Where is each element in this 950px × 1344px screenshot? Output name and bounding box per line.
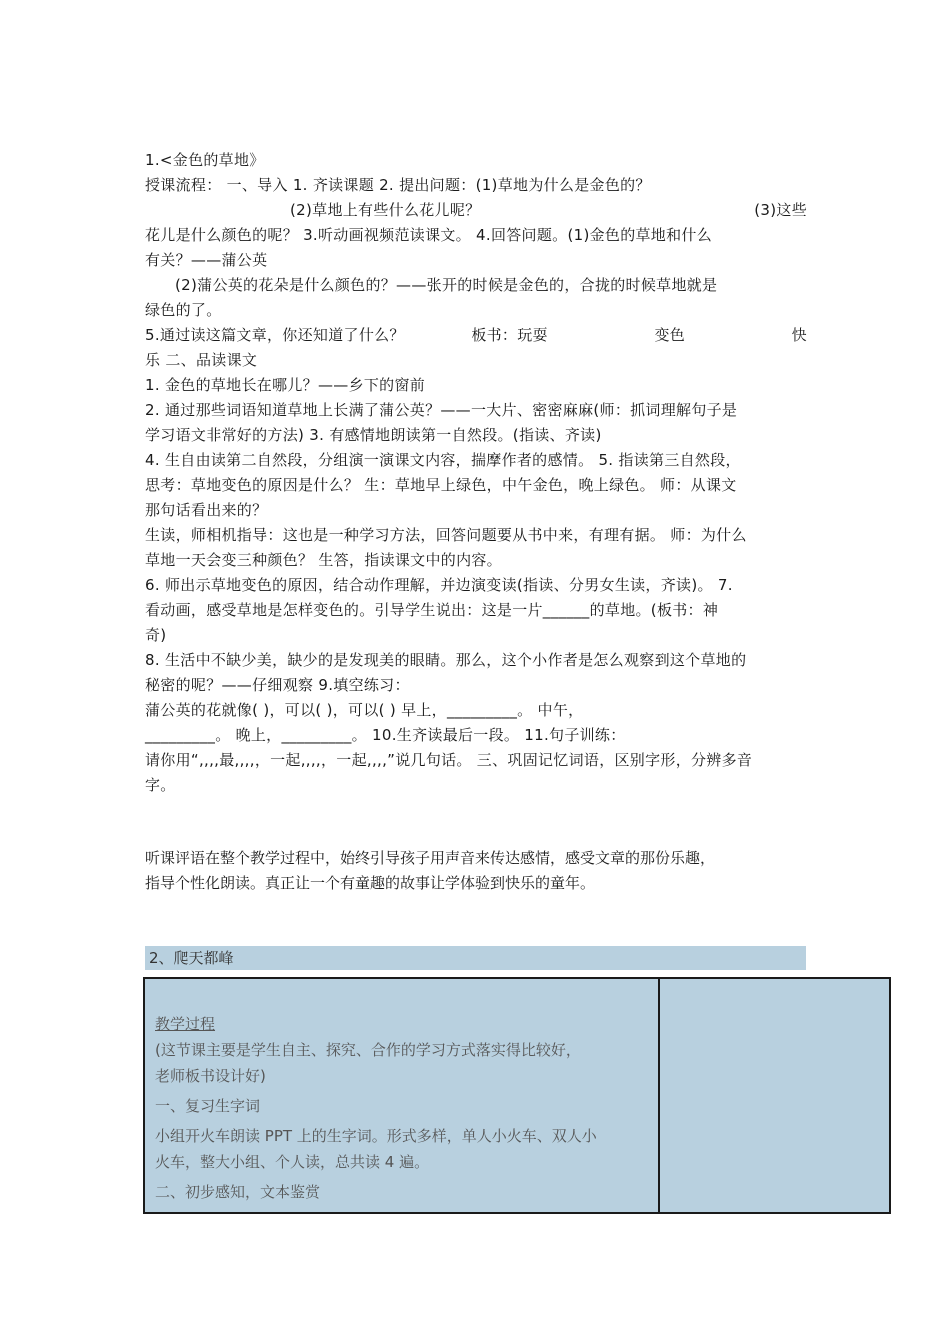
table-text: 小组开火车朗读 PPT 上的生字词。形式多样，单人小火车、双人小 bbox=[155, 1127, 597, 1145]
table-note: (这节课主要是学生自主、探究、合作的学习方式落实得比较好， bbox=[155, 1041, 581, 1059]
text-line: 4. 生自由读第二自然段，分组演一演课文内容，揣摩作者的感情。 5. 指读第三自然段， bbox=[145, 451, 741, 469]
text-line: 1. 金色的草地长在哪儿？——乡下的窗前 bbox=[145, 376, 426, 394]
text-line: 秘密的呢？——仔细观察 9.填空练习： bbox=[145, 676, 410, 694]
evaluation-comment bbox=[145, 846, 820, 896]
text-line: 2. 通过那些词语知道草地上长满了蒲公英？——一大片、密密麻麻(师：抓词理解句子是 bbox=[145, 401, 738, 419]
text-line: 乐 二、品读课文 bbox=[145, 351, 258, 369]
text-line: (2)草地上有些什么花儿呢？ (3)这些 bbox=[290, 201, 807, 219]
comment-line: 听课评语在整个教学过程中，始终引导孩子用声音来传达感情，感受文章的那份乐趣， bbox=[145, 849, 716, 867]
section-heading: 一、复习生字词 bbox=[155, 1097, 261, 1115]
text-line: 学习语文非常好的方法) 3. 有感情地朗读第一自然段。(指读、齐读) bbox=[145, 426, 602, 444]
table-cell-left bbox=[155, 1011, 655, 1205]
table-cell-divider bbox=[658, 979, 660, 1212]
text-line: 那句话看出来的？ bbox=[145, 501, 268, 519]
text-line: 草地一天会变三种颜色？ 生答，指读课文中的内容。 bbox=[145, 551, 502, 569]
section-heading: 二、初步感知，文本鉴赏 bbox=[155, 1183, 321, 1201]
lesson1-body bbox=[145, 148, 807, 798]
text-line: 思考：草地变色的原因是什么？ 生：草地早上绿色，中午金色，晚上绿色。 师：从课文 bbox=[145, 476, 737, 494]
comment-line: 指导个性化朗读。真正让一个有童趣的故事让学体验到快乐的童年。 bbox=[145, 874, 596, 892]
text-line: (2)蒲公英的花朵是什么颜色的？——张开的时候是金色的，合拢的时候草地就是 bbox=[175, 276, 718, 294]
text-line: 字。 bbox=[145, 776, 176, 794]
table-note: 老师板书设计好) bbox=[155, 1067, 266, 1085]
text-line: 6. 师出示草地变色的原因，结合动作理解，并边演变读(指读、分男女生读，齐读)。 7. bbox=[145, 576, 733, 594]
text-line: 生读，师相机指导：这也是一种学习方法，回答问题要从书中来，有理有据。 师：为什么 bbox=[145, 526, 747, 544]
text-line: 绿色的了。 bbox=[145, 301, 222, 319]
text-line: 5.通过读这篇文章，你还知道了什么？ 板书：玩耍 变色 快 bbox=[145, 326, 807, 344]
text-line: 看动画，感受草地是怎样变色的。引导学生说出：这是一片______的草地。(板书：神 bbox=[145, 601, 719, 619]
table-text: 火车，整大小组、个人读，总共读 4 遍。 bbox=[155, 1153, 430, 1171]
lesson2-title: 2、爬天都峰 bbox=[145, 946, 806, 970]
text-line: 请你用“,,,,最,,,,，一起,,,,，一起,,,,”说几句话。 三、巩固记忆词语，区别字形，分辨多音 bbox=[145, 751, 753, 769]
text-line: 8. 生活中不缺少美，缺少的是发现美的眼睛。那么，这个小作者是怎么观察到这个草地的 bbox=[145, 651, 747, 669]
text-line: _________。 晚上，_________。 10.生齐读最后一段。 11.句子训练： bbox=[145, 726, 626, 744]
lesson1-title: 1.<金色的草地》 bbox=[145, 151, 265, 169]
text-line: 授课流程： 一、导入 1. 齐读课题 2. 提出问题：(1)草地为什么是金色的？ bbox=[145, 176, 651, 194]
text-line: 奇) bbox=[145, 626, 167, 644]
text-line: 花儿是什么颜色的呢？ 3.听动画视频范读课文。 4.回答问题。(1)金色的草地和什么 bbox=[145, 226, 713, 244]
table-heading: 教学过程 bbox=[155, 1015, 216, 1033]
text-line: 蒲公英的花就像( )，可以( )，可以( ) 早上，_________。 中午， bbox=[145, 701, 584, 719]
text-line: 有关？——蒲公英 bbox=[145, 251, 268, 269]
lesson2-table bbox=[143, 977, 891, 1214]
